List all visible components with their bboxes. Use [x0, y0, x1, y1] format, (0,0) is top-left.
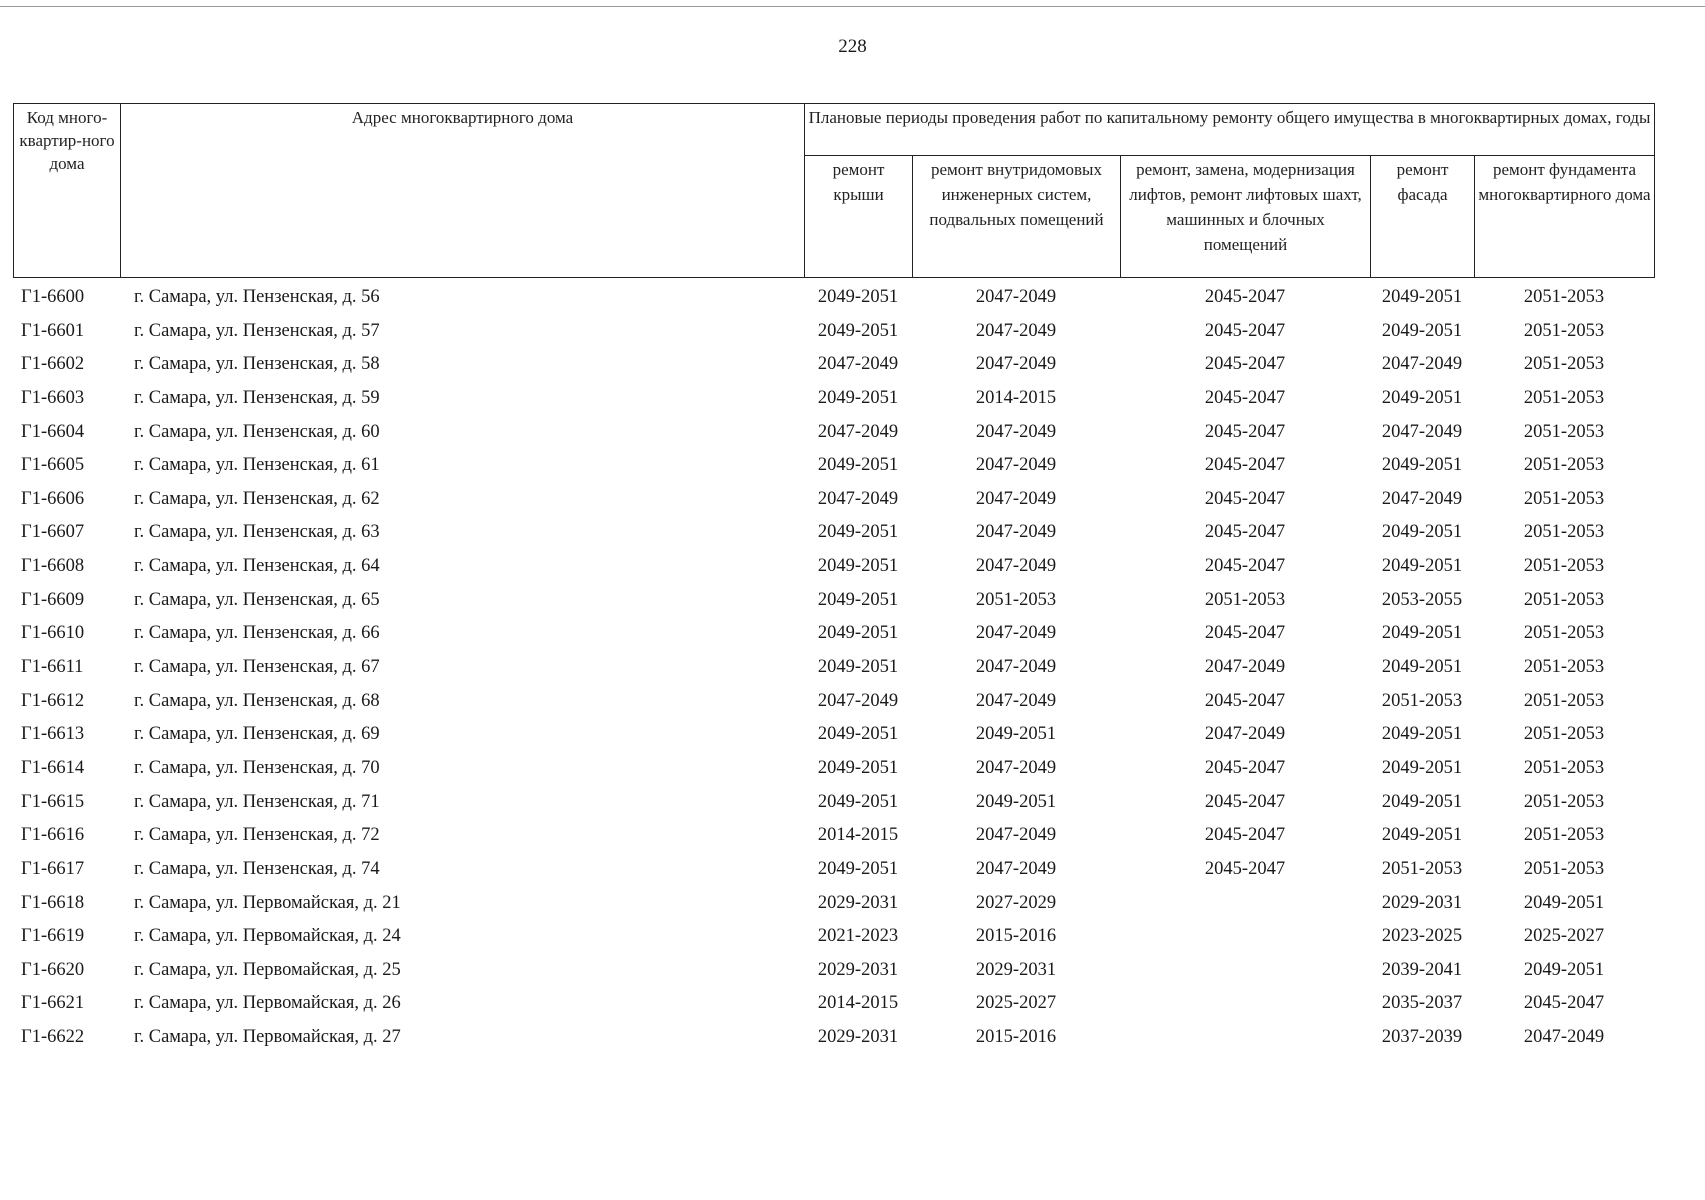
row-address: г. Самара, ул. Пензенская, д. 72: [134, 825, 380, 846]
row-systems: 2047-2049: [975, 858, 1057, 879]
page-number: 228: [838, 36, 867, 57]
row-elevators: [1120, 959, 1370, 993]
row-elevators: 2045-2047: [1204, 387, 1286, 408]
row-roof: 2049-2051: [817, 556, 899, 577]
row-systems: 2047-2049: [975, 488, 1057, 509]
row-code: Г1-6610: [21, 623, 85, 644]
row-facade: 2023-2025: [1381, 926, 1463, 947]
table-row: [13, 454, 1654, 488]
row-code: Г1-6618: [21, 892, 85, 913]
row-roof: 2047-2049: [817, 354, 899, 375]
row-elevators: 2045-2047: [1204, 287, 1286, 307]
row-foundation: 2051-2053: [1523, 589, 1605, 610]
row-address: г. Самара, ул. Пензенская, д. 63: [134, 522, 380, 543]
row-foundation: 2051-2053: [1523, 455, 1605, 476]
row-address: г. Самара, ул. Пензенская, д. 71: [134, 791, 380, 812]
row-facade: 2047-2049: [1381, 421, 1463, 442]
row-roof: 2049-2051: [817, 287, 899, 307]
row-code: Г1-6608: [21, 556, 85, 577]
table-row: [13, 858, 1654, 892]
row-address: г. Самара, ул. Пензенская, д. 64: [134, 556, 380, 577]
row-elevators: 2045-2047: [1204, 623, 1286, 644]
row-foundation: 2025-2027: [1523, 926, 1605, 947]
row-systems: 2025-2027: [975, 993, 1057, 1014]
row-code: Г1-6605: [21, 455, 85, 476]
table-row: [13, 925, 1654, 959]
row-facade: 2047-2049: [1381, 354, 1463, 375]
row-systems: 2047-2049: [975, 522, 1057, 543]
row-roof: 2049-2051: [817, 623, 899, 644]
row-foundation: 2045-2047: [1523, 993, 1605, 1014]
row-foundation: 2051-2053: [1523, 858, 1605, 879]
row-address: г. Самара, ул. Пензенская, д. 70: [134, 757, 380, 778]
row-systems: 2029-2031: [975, 959, 1057, 980]
row-foundation: 2051-2053: [1523, 387, 1605, 408]
header-foundation: ремонт фундамента многоквартирного дома: [1475, 156, 1655, 278]
row-facade: 2029-2031: [1381, 892, 1463, 913]
row-facade: 2037-2039: [1381, 1027, 1463, 1048]
row-address: г. Самара, ул. Пензенская, д. 57: [134, 320, 380, 341]
row-elevators: 2045-2047: [1204, 354, 1286, 375]
row-code: Г1-6601: [21, 320, 85, 341]
row-roof: 2049-2051: [817, 455, 899, 476]
row-foundation: 2051-2053: [1523, 488, 1605, 509]
row-address: г. Самара, ул. Первомайская, д. 25: [134, 959, 401, 980]
table-row: [13, 421, 1654, 455]
top-rule: [0, 6, 1705, 7]
row-address: г. Самара, ул. Пензенская, д. 60: [134, 421, 380, 442]
row-facade: 2035-2037: [1381, 993, 1463, 1014]
row-elevators: 2045-2047: [1204, 791, 1286, 812]
row-address: г. Самара, ул. Пензенская, д. 67: [134, 657, 380, 678]
row-systems: 2047-2049: [975, 825, 1057, 846]
row-elevators: 2047-2049: [1204, 724, 1286, 745]
row-systems: 2049-2051: [975, 724, 1057, 745]
row-code: Г1-6614: [21, 757, 85, 778]
row-facade: 2049-2051: [1381, 522, 1463, 543]
row-foundation: 2051-2053: [1523, 287, 1605, 307]
row-address: г. Самара, ул. Пензенская, д. 59: [134, 387, 380, 408]
row-roof: 2021-2023: [817, 926, 899, 947]
row-code: Г1-6613: [21, 724, 85, 745]
row-address: г. Самара, ул. Пензенская, д. 68: [134, 690, 380, 711]
row-roof: 2014-2015: [817, 825, 899, 846]
table-row: [13, 555, 1654, 589]
table-row: [13, 622, 1654, 656]
row-address: г. Самара, ул. Пензенская, д. 69: [134, 724, 380, 745]
row-elevators: 2045-2047: [1204, 825, 1286, 846]
row-elevators: 2051-2053: [1204, 589, 1286, 610]
row-address: г. Самара, ул. Пензенская, д. 61: [134, 455, 380, 476]
row-elevators: 2045-2047: [1204, 522, 1286, 543]
row-foundation: 2051-2053: [1523, 320, 1605, 341]
row-facade: 2049-2051: [1381, 455, 1463, 476]
row-facade: 2049-2051: [1381, 387, 1463, 408]
row-foundation: 2051-2053: [1523, 657, 1605, 678]
table-row: [13, 589, 1654, 623]
row-facade: 2049-2051: [1381, 825, 1463, 846]
row-facade: 2049-2051: [1381, 556, 1463, 577]
row-roof: 2049-2051: [817, 657, 899, 678]
table-row: [13, 757, 1654, 791]
header-facade: ремонт фасада: [1371, 156, 1475, 278]
table-row: [13, 992, 1654, 1026]
row-roof: 2029-2031: [817, 1027, 899, 1048]
row-facade: 2049-2051: [1381, 757, 1463, 778]
row-foundation: 2051-2053: [1523, 757, 1605, 778]
row-foundation: 2051-2053: [1523, 421, 1605, 442]
row-roof: 2029-2031: [817, 892, 899, 913]
row-address: г. Самара, ул. Пензенская, д. 56: [134, 287, 380, 307]
row-foundation: 2051-2053: [1523, 354, 1605, 375]
row-address: г. Самара, ул. Первомайская, д. 21: [134, 892, 401, 913]
row-systems: 2047-2049: [975, 757, 1057, 778]
row-facade: 2047-2049: [1381, 488, 1463, 509]
row-code: Г1-6619: [21, 926, 85, 947]
row-foundation: 2051-2053: [1523, 556, 1605, 577]
row-code: Г1-6611: [21, 657, 84, 678]
table-row: [13, 723, 1654, 757]
row-address: г. Самара, ул. Пензенская, д. 66: [134, 623, 380, 644]
row-systems: 2047-2049: [975, 690, 1057, 711]
row-roof: 2047-2049: [817, 690, 899, 711]
row-address: г. Самара, ул. Первомайская, д. 27: [134, 1027, 401, 1048]
row-foundation: 2051-2053: [1523, 791, 1605, 812]
row-code: Г1-6616: [21, 825, 85, 846]
table-row: [13, 320, 1654, 354]
table-row: [13, 387, 1654, 421]
row-code: Г1-6603: [21, 387, 85, 408]
table-row: [13, 286, 1654, 320]
row-systems: 2027-2029: [975, 892, 1057, 913]
row-foundation: 2051-2053: [1523, 825, 1605, 846]
row-address: г. Самара, ул. Пензенская, д. 58: [134, 354, 380, 375]
row-systems: 2051-2053: [975, 589, 1057, 610]
row-code: Г1-6602: [21, 354, 85, 375]
row-elevators: 2045-2047: [1204, 858, 1286, 879]
row-systems: 2047-2049: [975, 320, 1057, 341]
row-elevators: 2047-2049: [1204, 657, 1286, 678]
row-code: Г1-6612: [21, 690, 85, 711]
row-foundation: 2051-2053: [1523, 724, 1605, 745]
table-header: [13, 103, 1655, 278]
table-body: [13, 286, 1654, 1060]
row-address: г. Самара, ул. Первомайская, д. 26: [134, 993, 401, 1014]
row-facade: 2051-2053: [1381, 858, 1463, 879]
row-roof: 2047-2049: [817, 421, 899, 442]
row-elevators: [1120, 1026, 1370, 1060]
row-elevators: [1120, 925, 1370, 959]
row-systems: 2047-2049: [975, 455, 1057, 476]
table-row: [13, 521, 1654, 555]
header-code: Код много-квартир-ного дома: [14, 104, 121, 278]
row-foundation: 2051-2053: [1523, 690, 1605, 711]
row-systems: 2047-2049: [975, 287, 1057, 307]
row-systems: 2047-2049: [975, 623, 1057, 644]
row-facade: 2039-2041: [1381, 959, 1463, 980]
row-address: г. Самара, ул. Пензенская, д. 65: [134, 589, 380, 610]
header-plan-periods: Плановые периоды проведения работ по капитальному ремонту общего имущества в многоквартирных домах, годы: [805, 104, 1655, 156]
row-elevators: 2045-2047: [1204, 488, 1286, 509]
row-roof: 2049-2051: [817, 320, 899, 341]
row-code: Г1-6615: [21, 791, 85, 812]
row-elevators: [1120, 892, 1370, 926]
table-row: [13, 353, 1654, 387]
row-elevators: 2045-2047: [1204, 690, 1286, 711]
row-address: г. Самара, ул. Пензенская, д. 74: [134, 858, 380, 879]
row-facade: 2053-2055: [1381, 589, 1463, 610]
table-row: [13, 892, 1654, 926]
row-roof: 2014-2015: [817, 993, 899, 1014]
row-roof: 2049-2051: [817, 757, 899, 778]
row-systems: 2015-2016: [975, 926, 1057, 947]
header-roof: ремонт крыши: [805, 156, 913, 278]
row-roof: 2049-2051: [817, 791, 899, 812]
header-systems: ремонт внутридомовых инженерных систем, подвальных помещений: [913, 156, 1121, 278]
table-row: [13, 1026, 1654, 1060]
row-systems: 2049-2051: [975, 791, 1057, 812]
table-row: [13, 959, 1654, 993]
row-roof: 2049-2051: [817, 387, 899, 408]
row-code: Г1-6606: [21, 488, 85, 509]
row-elevators: 2045-2047: [1204, 757, 1286, 778]
row-elevators: 2045-2047: [1204, 455, 1286, 476]
row-foundation: 2051-2053: [1523, 623, 1605, 644]
row-roof: 2049-2051: [817, 858, 899, 879]
row-facade: 2049-2051: [1381, 287, 1463, 307]
row-foundation: 2049-2051: [1523, 892, 1605, 913]
header-address: Адрес многоквартирного дома: [121, 104, 805, 278]
row-systems: 2014-2015: [975, 387, 1057, 408]
row-foundation: 2047-2049: [1523, 1027, 1605, 1048]
row-elevators: 2045-2047: [1204, 320, 1286, 341]
row-code: Г1-6622: [21, 1027, 85, 1048]
row-foundation: 2051-2053: [1523, 522, 1605, 543]
row-elevators: 2045-2047: [1204, 421, 1286, 442]
row-code: Г1-6604: [21, 421, 85, 442]
row-systems: 2047-2049: [975, 657, 1057, 678]
row-systems: 2015-2016: [975, 1027, 1057, 1048]
row-elevators: [1120, 992, 1370, 1026]
table-row: [13, 824, 1654, 858]
row-code: Г1-6620: [21, 959, 85, 980]
row-systems: 2047-2049: [975, 556, 1057, 577]
row-code: Г1-6621: [21, 993, 85, 1014]
row-systems: 2047-2049: [975, 354, 1057, 375]
row-roof: 2029-2031: [817, 959, 899, 980]
table-row: [13, 791, 1654, 825]
row-facade: 2049-2051: [1381, 724, 1463, 745]
row-facade: 2049-2051: [1381, 657, 1463, 678]
row-address: г. Самара, ул. Первомайская, д. 24: [134, 926, 401, 947]
row-code: Г1-6607: [21, 522, 85, 543]
row-roof: 2049-2051: [817, 589, 899, 610]
row-elevators: 2045-2047: [1204, 556, 1286, 577]
table-row: [13, 690, 1654, 724]
row-facade: 2051-2053: [1381, 690, 1463, 711]
row-systems: 2047-2049: [975, 421, 1057, 442]
row-facade: 2049-2051: [1381, 623, 1463, 644]
header-elevators: ремонт, замена, модернизация лифтов, ремонт лифтовых шахт, машинных и блочных помещений: [1121, 156, 1371, 278]
row-foundation: 2049-2051: [1523, 959, 1605, 980]
row-roof: 2047-2049: [817, 488, 899, 509]
row-facade: 2049-2051: [1381, 791, 1463, 812]
row-code: Г1-6600: [21, 287, 85, 307]
row-roof: 2049-2051: [817, 522, 899, 543]
row-code: Г1-6617: [21, 858, 85, 879]
table-row: [13, 488, 1654, 522]
table-row: [13, 656, 1654, 690]
row-roof: 2049-2051: [817, 724, 899, 745]
row-facade: 2049-2051: [1381, 320, 1463, 341]
row-address: г. Самара, ул. Пензенская, д. 62: [134, 488, 380, 509]
row-code: Г1-6609: [21, 589, 85, 610]
